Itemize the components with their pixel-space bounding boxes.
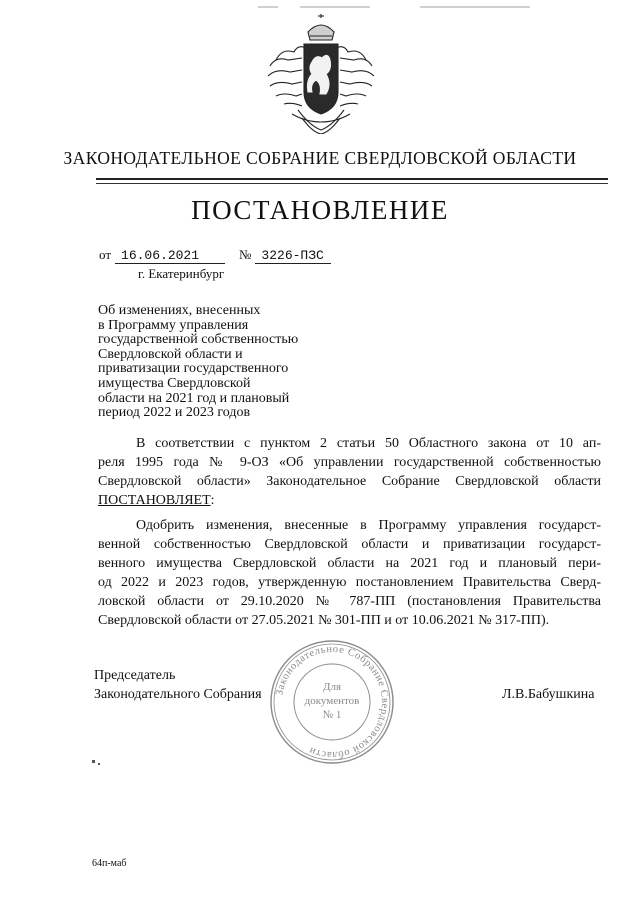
header-rule-thin [96, 183, 608, 184]
official-stamp [268, 638, 396, 766]
stamp-text-line: № 1 [322, 709, 342, 721]
body-paragraph [98, 516, 601, 630]
subject-line: государственной собственностью [98, 332, 299, 348]
body-line: Свердловской области от 27.05.2021 № 301-ПП и от 10.06.2021 № 317-ПП). [98, 613, 550, 628]
stamp-text-line: документов [304, 695, 360, 707]
scan-artifact [258, 6, 278, 8]
subject-line: Об изменениях, внесенных [98, 303, 261, 318]
subject-line: Свердловской области и [98, 346, 243, 362]
body-line: Одобрить изменения, внесенные в Программу управления государст- [136, 518, 601, 533]
subject-line: имущества Свердловской [98, 375, 251, 391]
header-rule-thick [96, 178, 608, 180]
body-line: од 2022 и 2023 годов, утвержденную постановлением Правительства Сверд- [98, 575, 601, 590]
subject-line: в Программу управления [98, 317, 249, 333]
subject-line: области на 2021 год и плановый [98, 390, 290, 406]
body-line: ловской области от 29.10.2020 № 787-ПП (постановления Правительства [98, 594, 601, 609]
signatory-position [94, 666, 262, 704]
preamble-paragraph [98, 434, 601, 510]
document-subject [98, 304, 338, 421]
document-date: 16.06.2021 [115, 248, 225, 264]
stamp-text-line: Для [322, 681, 342, 693]
stamp-ring-text: Законодательное Собрание Свердловской области [274, 643, 391, 761]
preamble-decision-line [98, 491, 601, 510]
decision-colon: : [210, 493, 215, 508]
footer-code: 64п-маб [92, 858, 127, 869]
document-number: 3226-ПЗС [255, 248, 331, 264]
body-line: венной собственностью Свердловской области и приватизации государст- [98, 537, 601, 552]
coat-of-arms-emblem [262, 14, 380, 134]
city-name: г. Екатеринбург [138, 266, 225, 281]
subject-line: приватизации государственного [98, 361, 289, 377]
preamble-line: Свердловской области» Законодательное Собрание Свердловской области [98, 474, 601, 489]
signatory-name: Л.В.Бабушкина [502, 687, 595, 702]
decision-word: ПОСТАНОВЛЯЕТ [98, 493, 211, 508]
scan-artifact [300, 6, 370, 8]
preamble-line: В соответствии с пунктом 2 статьи 50 Областного закона от 10 ап- [136, 436, 601, 451]
scan-artifact [98, 763, 100, 765]
scan-artifact [92, 760, 95, 763]
preamble-line: реля 1995 года № 9-ОЗ «Об управлении государственной собственностью [98, 455, 601, 470]
position-line: Законодательного Собрания [94, 687, 262, 702]
subject-line: период 2022 и 2023 годов [98, 405, 251, 421]
document-type-title: ПОСТАНОВЛЕНИЕ [191, 195, 449, 225]
position-line: Председатель [94, 668, 176, 683]
organization-title: ЗАКОНОДАТЕЛЬНОЕ СОБРАНИЕ СВЕРДЛОВСКОЙ ОБЛАСТИ [63, 148, 577, 168]
number-prefix: № [239, 247, 252, 262]
date-number-line [99, 246, 331, 264]
date-prefix: от [99, 247, 112, 262]
body-line: венного имущества Свердловской области на 2021 год и плановый пери- [98, 556, 601, 571]
scan-artifact [420, 6, 530, 8]
